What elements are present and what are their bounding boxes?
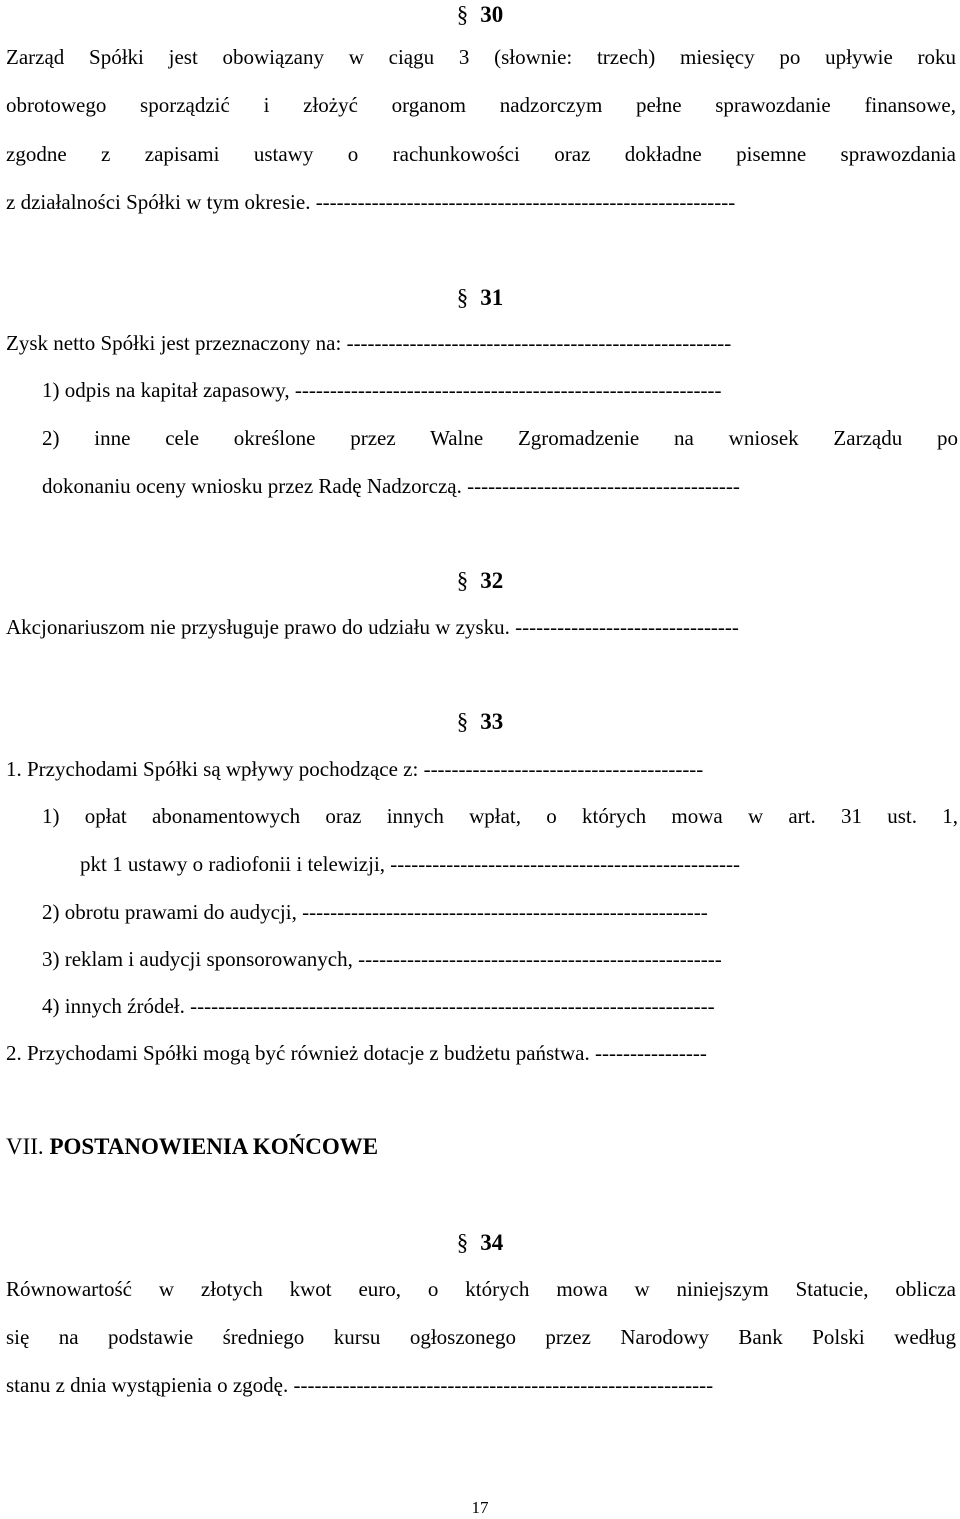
paragraph-31-intro: Zysk netto Spółki jest przeznaczony na: ------------------------------------------------------- bbox=[6, 331, 732, 355]
section-number: 30 bbox=[480, 2, 504, 27]
paragraph-33-point-1: 1. Przychodami Spółki są wpływy pochodzące z: ---------------------------------------- bbox=[6, 757, 704, 781]
paragraph-30-line-1: Zarząd Spółki jest obowiązany w ciągu 3 (słownie: trzech) miesięcy po upływie roku bbox=[6, 45, 956, 69]
section-heading-31 bbox=[0, 284, 960, 312]
section-number: 32 bbox=[480, 568, 504, 593]
chapter-heading bbox=[6, 1133, 378, 1161]
list-item-33-1: 1) opłat abonamentowych oraz innych wpłat, o których mowa w art. 31 ust. 1, bbox=[42, 804, 958, 828]
section-symbol: § bbox=[456, 709, 469, 734]
list-item-33-2: 2) obrotu prawami do audycji, ---------------------------------------------------------- bbox=[42, 900, 708, 924]
list-item-31-2: 2) inne cele określone przez Walne Zgromadzenie na wniosek Zarządu po bbox=[42, 426, 958, 450]
paragraph-30-line-4: z działalności Spółki w tym okresie. ------------------------------------------------------------ bbox=[6, 190, 736, 214]
chapter-number: VII. bbox=[6, 1134, 44, 1159]
paragraph-34-line-2: się na podstawie średniego kursu ogłoszonego przez Narodowy Bank Polski według bbox=[6, 1325, 956, 1349]
section-heading-32 bbox=[0, 567, 960, 595]
section-symbol: § bbox=[456, 285, 469, 310]
paragraph-34-line-3: stanu z dnia wystąpienia o zgodę. ------------------------------------------------------------ bbox=[6, 1373, 714, 1397]
section-number: 33 bbox=[480, 709, 504, 734]
section-number: 31 bbox=[480, 285, 504, 310]
section-symbol: § bbox=[456, 2, 469, 27]
section-symbol: § bbox=[456, 568, 469, 593]
page-number: 17 bbox=[471, 1498, 489, 1517]
paragraph-30-line-3: zgodne z zapisami ustawy o rachunkowości oraz dokładne pisemne sprawozdania bbox=[6, 142, 956, 166]
chapter-title: POSTANOWIENIA KOŃCOWE bbox=[49, 1134, 379, 1159]
paragraph-34-line-1: Równowartość w złotych kwot euro, o których mowa w niniejszym Statucie, oblicza bbox=[6, 1277, 956, 1301]
section-heading-34 bbox=[0, 1229, 960, 1257]
list-item-33-4: 4) innych źródeł. --------------------------------------------------------------------------- bbox=[42, 994, 715, 1018]
list-item-33-3: 3) reklam i audycji sponsorowanych, ---------------------------------------------------- bbox=[42, 947, 722, 971]
section-heading-33 bbox=[0, 708, 960, 736]
list-item-33-1-continuation: pkt 1 ustawy o radiofonii i telewizji, -------------------------------------------------- bbox=[80, 852, 740, 876]
section-number: 34 bbox=[480, 1230, 504, 1255]
paragraph-33-point-2: 2. Przychodami Spółki mogą być również dotacje z budżetu państwa. ---------------- bbox=[6, 1041, 707, 1065]
list-item-31-1: 1) odpis na kapitał zapasowy, ------------------------------------------------------------- bbox=[42, 378, 722, 402]
paragraph-32-line-1: Akcjonariuszom nie przysługuje prawo do udziału w zysku. -------------------------------- bbox=[6, 615, 739, 639]
section-heading-30 bbox=[0, 1, 960, 29]
paragraph-30-line-2: obrotowego sporządzić i złożyć organom nadzorczym pełne sprawozdanie finansowe, bbox=[6, 93, 956, 117]
list-item-31-2-continuation: dokonaniu oceny wniosku przez Radę Nadzorczą. --------------------------------------- bbox=[42, 474, 740, 498]
section-symbol: § bbox=[456, 1230, 469, 1255]
